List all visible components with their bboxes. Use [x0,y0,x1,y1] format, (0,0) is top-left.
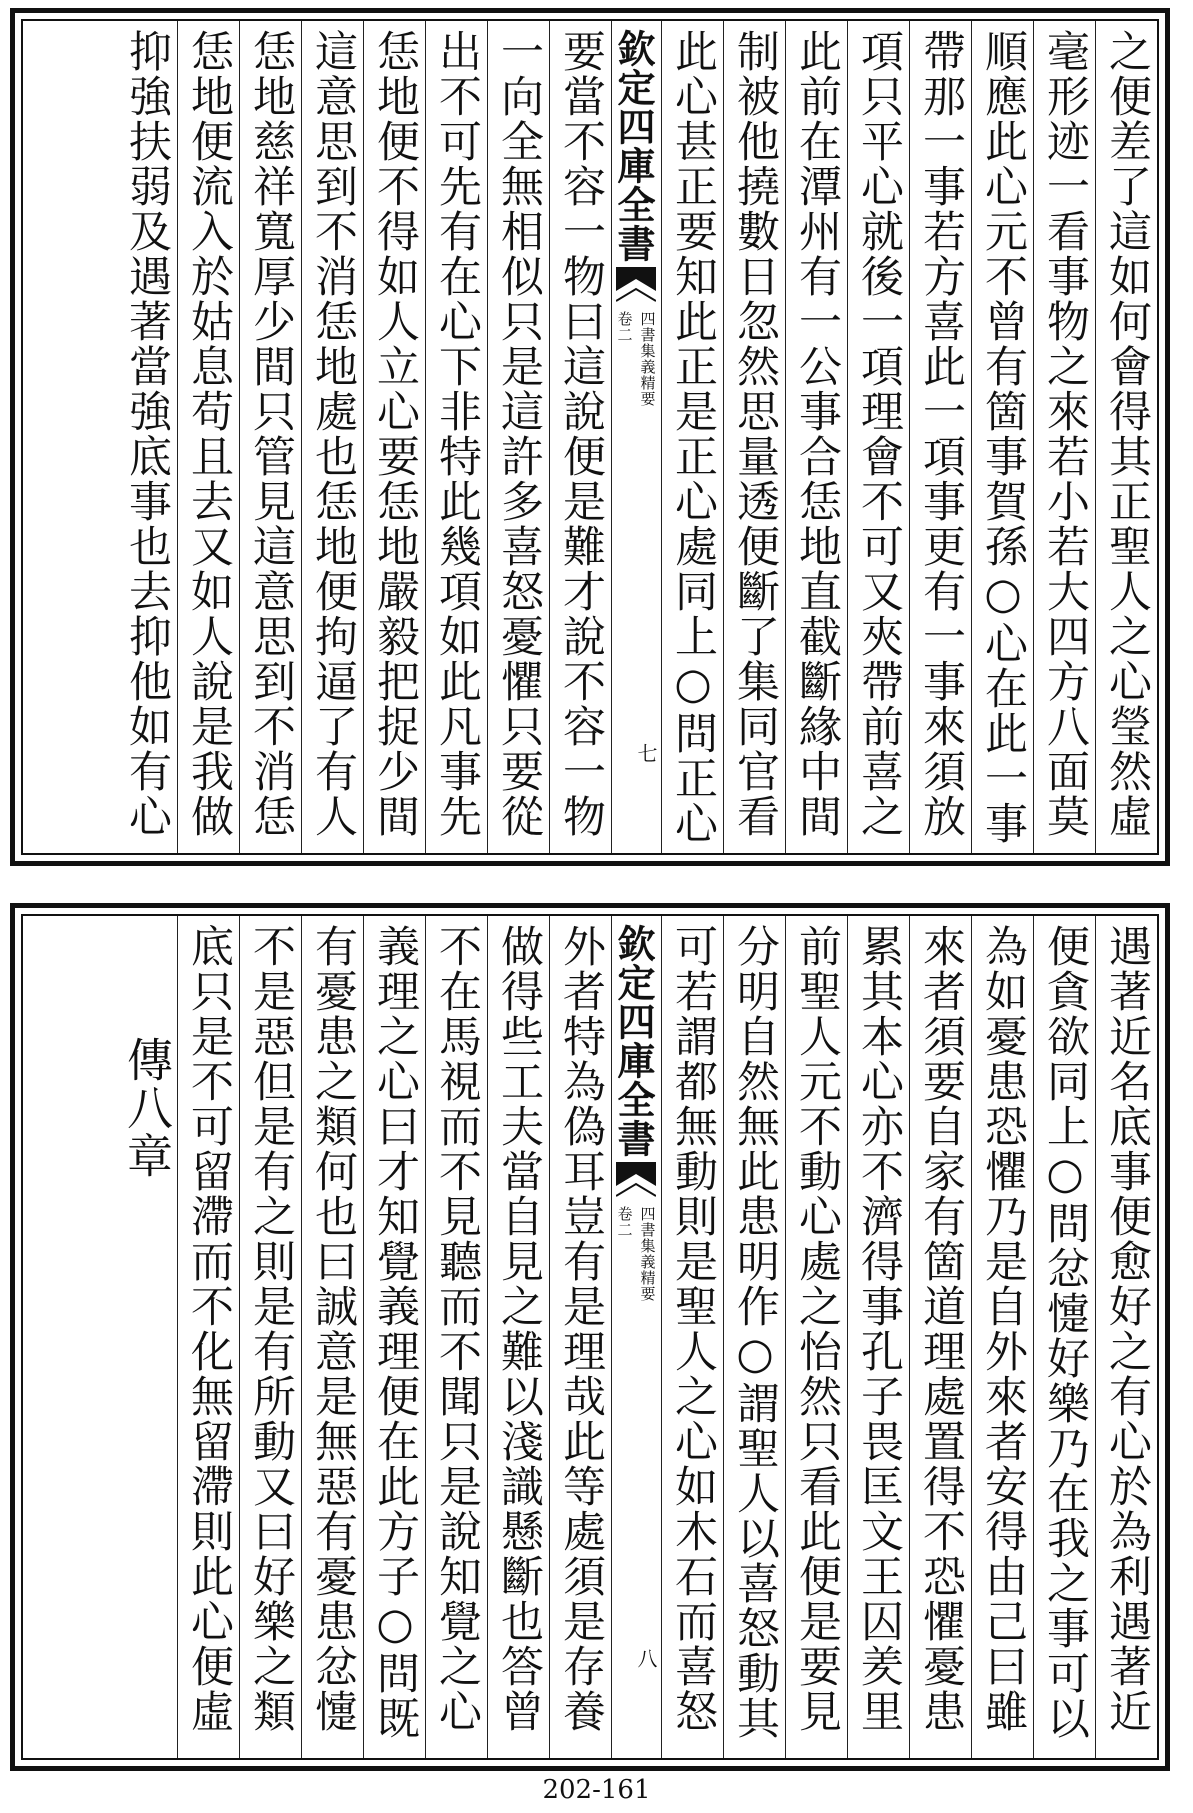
text-column: 義理之心曰才知覺義理便在此方子○問既 [363,916,425,1758]
text-column: 外者特為偽耳豈有是理哉此等處須是存養 [549,916,611,1758]
text-column: 出不可先有在心下非特此幾項如此凡事先 [425,21,487,853]
text-column: 便貪欲同上○問忿懥好樂乃在我之事可以 [1033,916,1095,1758]
page-number: 七 [634,743,658,763]
page-number: 八 [634,1648,658,1668]
text-column: 帶那一事若方喜此一項事更有一事來須放 [909,21,971,853]
fold-center-column [611,21,661,853]
page-bottom-frame [21,914,1159,1760]
text-column: 項只平心就後一項理會不可又夾帶前喜之 [847,21,909,853]
text-column: 可若謂都無動則是聖人之心如木石而喜怒 [661,916,723,1758]
book-subtitle-left: 卷二 [615,311,634,343]
text-column: 順應此心元不曾有箇事賀孫○心在此一事 [971,21,1033,853]
book-subtitle [615,311,657,611]
text-column: 毫形迹一看事物之來若小若大四方八面莫 [1033,21,1095,853]
text-column: 為如憂患恐懼乃是自外來者安得由己曰雖 [971,916,1033,1758]
text-column: 制被他撓數日忽然思量透便斷了集同官看 [723,21,785,853]
page-top-columns [23,21,1157,853]
page-bottom [10,903,1170,1771]
text-column: 恁地慈祥寬厚少間只管見這意思到不消恁 [239,21,301,853]
text-column: 分明自然無此患明作○謂聖人以喜怒動其 [723,916,785,1758]
page-top-frame [21,19,1159,855]
text-column: 遇著近名底事便愈好之有心於為利遇著近 [1095,916,1157,1758]
page-footer-number: 202-161 [542,1775,651,1805]
text-column: 恁地便不得如人立心要恁地嚴毅把捉少間 [363,21,425,853]
text-column: 要當不容一物曰這說便是難才說不容一物 [549,21,611,853]
chapter-heading: 傳八章 [120,1036,174,1180]
text-column: 來者須要自家有箇道理處置得不恐懼憂患 [909,916,971,1758]
text-column: 抑強扶弱及遇著當強底事也去抑他如有心 [122,29,172,839]
text-column: 此前在潭州有一公事合恁地直截斷緣中間 [785,21,847,853]
book-subtitle-right: 四書集義精要 [638,1206,657,1302]
text-column: 一向全無相似只是這許多喜怒憂懼只要從 [487,21,549,853]
text-column: 底只是不可留滯而不化無留滯則此心便虛 [177,916,239,1758]
text-column: 前聖人元不動心處之怡然只看此便是要見 [785,916,847,1758]
text-column: 之便差了這如何會得其正聖人之心瑩然虛 [1095,21,1157,853]
text-column: 此心甚正要知此正是正心處同上○問正心 [661,21,723,853]
book-subtitle [615,1206,657,1506]
text-column: 這意思到不消恁地處也恁地便拘逼了有人 [301,21,363,853]
book-subtitle-right: 四書集義精要 [638,311,657,407]
text-column: 累其本心亦不濟得事孔子畏匡文王囚羑里 [847,916,909,1758]
book-title: 欽定四庫全書 [611,29,656,263]
text-column: 不在馬視而不見聽而不聞只是說知覺之心 [425,916,487,1758]
book-subtitle-left: 卷二 [615,1206,634,1238]
text-column: 做得些工夫當自見之難以淺識懸斷也答曾 [487,916,549,1758]
text-column: 有憂患之類何也曰誠意是無惡有憂患忿懥 [301,916,363,1758]
fishtail-mark-icon [616,267,656,303]
text-column: 不是惡但是有之則是有所動又曰好樂之類 [239,916,301,1758]
page-top [10,8,1170,866]
book-title: 欽定四庫全書 [611,924,656,1158]
fishtail-mark-icon [616,1162,656,1198]
fold-center-column [611,916,661,1758]
page-bottom-columns [23,916,1157,1758]
text-column: 恁地便流入於姑息苟且去又如人說是我做 [177,21,239,853]
